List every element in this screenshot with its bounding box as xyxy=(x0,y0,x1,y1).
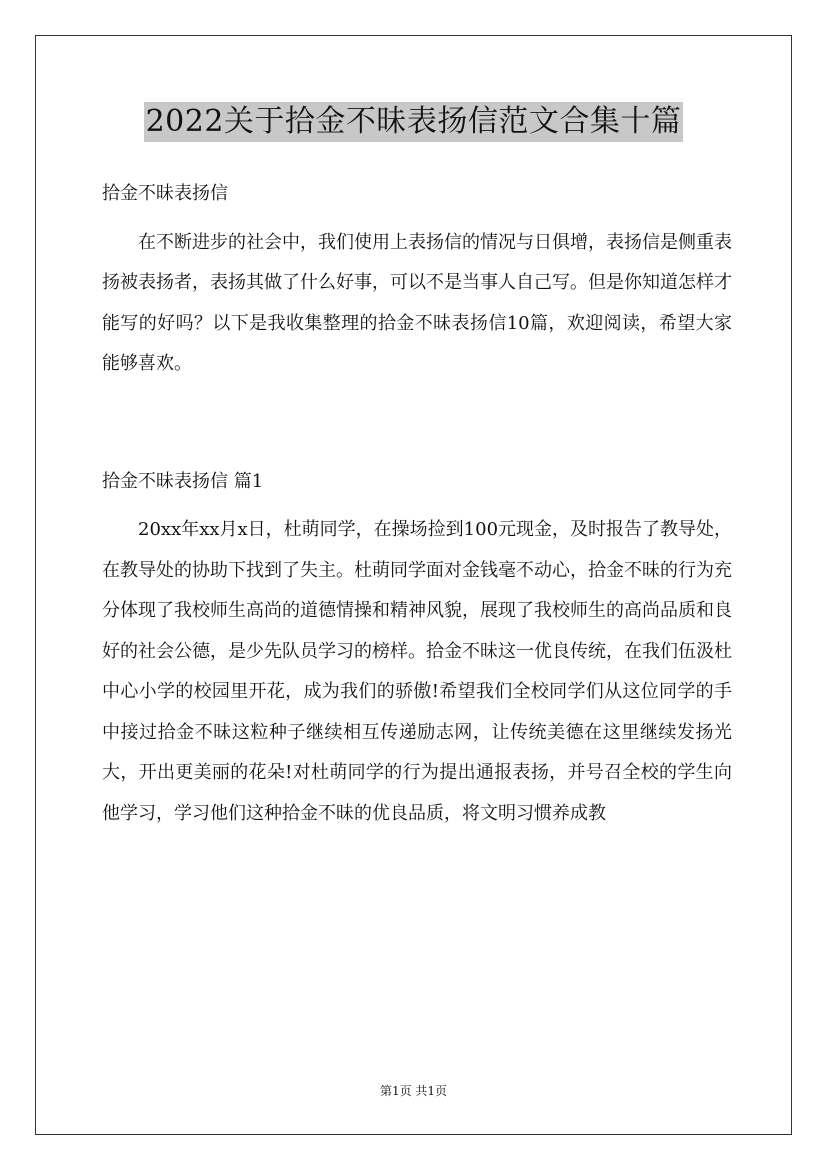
intro-heading: 拾金不昧表扬信 xyxy=(102,183,228,204)
spacer xyxy=(102,502,732,510)
intro-paragraph: 在不断进步的社会中，我们使用上表扬信的情况与日俱增，表扬信是侧重表扬被表扬者，表扬其做了什么好事，可以不是当事人自己写。但是你知道怎样才能写的好吗？以下是我收集整理的拾金不昧表扬信10篇，欢迎阅读，希望大家能够喜欢。 xyxy=(102,231,732,374)
page-footer: 第1页 共1页 xyxy=(379,1084,448,1098)
document-body xyxy=(102,174,732,834)
spacer xyxy=(102,215,732,223)
section1-heading: 拾金不昧表扬信 篇1 xyxy=(102,470,264,492)
spacer xyxy=(102,385,732,462)
document-title: 2022关于拾金不昧表扬信范文合集十篇 xyxy=(144,102,684,142)
section1-paragraph: 20xx年xx月x日，杜萌同学，在操场捡到100元现金，及时报告了教导处，在教导处的协助下找到了失主。杜萌同学面对金钱毫不动心，拾金不昧的行为充分体现了我校师生高尚的道德情操和精神风貌，展现了我校师生的高尚品质和良好的社会公德，是少先队员学习的榜样。拾金不昧这一优良传统，在我们伍汲杜中心小学的校园里开花，成为我们的骄傲!希望我们全校同学们从这位同学的手中接过拾金不昧这粒种子继续相互传递励志网，让传统美德在这里继续发扬光大，开出更美丽的花朵!对杜萌同学的行为提出通报表扬，并号召全校的学生向他学习，学习他们这种拾金不昧的优良品质，将文明习惯养成教 xyxy=(102,519,733,824)
title-area xyxy=(0,102,827,142)
